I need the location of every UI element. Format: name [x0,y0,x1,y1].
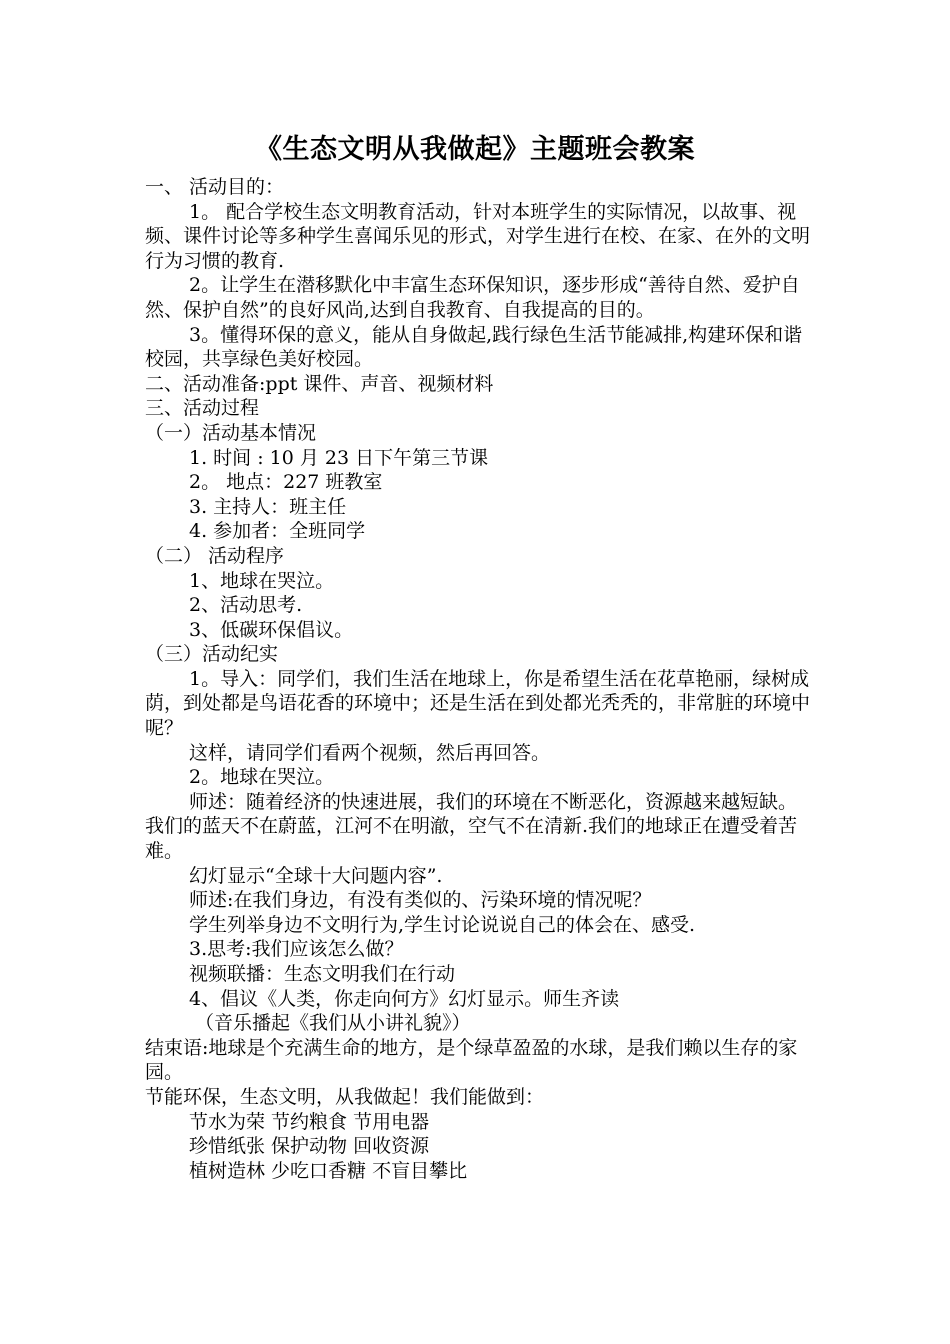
paragraph: 三、活动过程 [145,397,260,420]
paragraph: 学生列举身边不文明行为,学生讨论说说自己的体会在、感受. [189,913,696,936]
paragraph: 3. 主持人：班主任 [189,495,347,518]
paragraph: 4、倡议《人类，你走向何方》幻灯显示。师生齐读 [189,987,620,1010]
paragraph: 2、活动思考. [189,594,303,617]
paragraph: 3。懂得环保的意义，能从自身做起,践行绿色生活节能减排,构建环保和谐校园，共享绿色美好校园。 [145,323,803,371]
paragraph: 2。让学生在潜移默化中丰富生态环保知识，逐步形成“善待自然、爱护自然、保护自然”的良好风尚,达到自我教育、自我提高的目的。 [145,274,800,321]
paragraph: （音乐播起《我们从小讲礼貌》） [195,1012,471,1035]
paragraph: 二、活动准备:ppt 课件、声音、视频材料 [145,372,494,395]
paragraph: 植树造林 少吃口香糖 不盲目攀比 [189,1159,468,1182]
paragraph: 1. 时间 : 10 月 23 日下午第三节课 [189,446,489,469]
paragraph: （一）活动基本情况 [145,421,317,444]
paragraph: 3.思考:我们应该怎么做？ [189,938,404,961]
paragraph: 4. 参加者：全班同学 [189,520,366,543]
paragraph: 珍惜纸张 保护动物 回收资源 [189,1135,430,1158]
paragraph: 师述：随着经济的快速进展，我们的环境在不断恶化，资源越来越短缺。我们的蓝天不在蔚蓝，江河不在明澈，空气不在清新.我们的地球正在遭受着苦难。 [145,790,798,863]
paragraph: 1。 配合学校生态文明教育活动，针对本班学生的实际情况，以故事、视频、课件讨论等多种学生喜闻乐见的形式，对学生进行在校、在家、在外的文明行为习惯的教育. [145,200,811,272]
paragraph: 节水为荣 节约粮食 节用电器 [189,1110,430,1133]
paragraph: （三）活动纪实 [145,643,279,666]
paragraph: 一、 活动目的： [145,176,285,198]
paragraph: 1、地球在哭泣。 [189,569,335,592]
document-body [145,175,810,1183]
document-title: 《生态文明从我做起》主题班会教案 [255,134,695,165]
paragraph: 节能环保，生态文明，从我做起！我们能做到： [145,1085,545,1108]
paragraph: 1。导入：同学们，我们生活在地球上，你是希望生活在花草艳丽，绿树成荫，到处都是鸟语花香的环境中；还是生活在到处都光秃秃的，非常脏的环境中呢？ [145,667,811,740]
paragraph: 师述:在我们身边，有没有类似的、污染环境的情况呢？ [189,889,652,912]
paragraph: 这样，请同学们看两个视频，然后再回答。 [189,741,551,764]
paragraph: 2。 地点：227 班教室 [189,471,383,494]
paragraph: 结束语:地球是个充满生命的地方，是个绿草盈盈的水球，是我们赖以生存的家园。 [145,1036,798,1084]
paragraph: 3、低碳环保倡议。 [189,618,354,641]
paragraph: 幻灯显示“全球十大问题内容”. [189,864,443,887]
paragraph: 视频联播：生态文明我们在行动 [189,963,456,985]
paragraph: 2。地球在哭泣。 [189,766,335,789]
paragraph: （二） 活动程序 [145,544,285,567]
